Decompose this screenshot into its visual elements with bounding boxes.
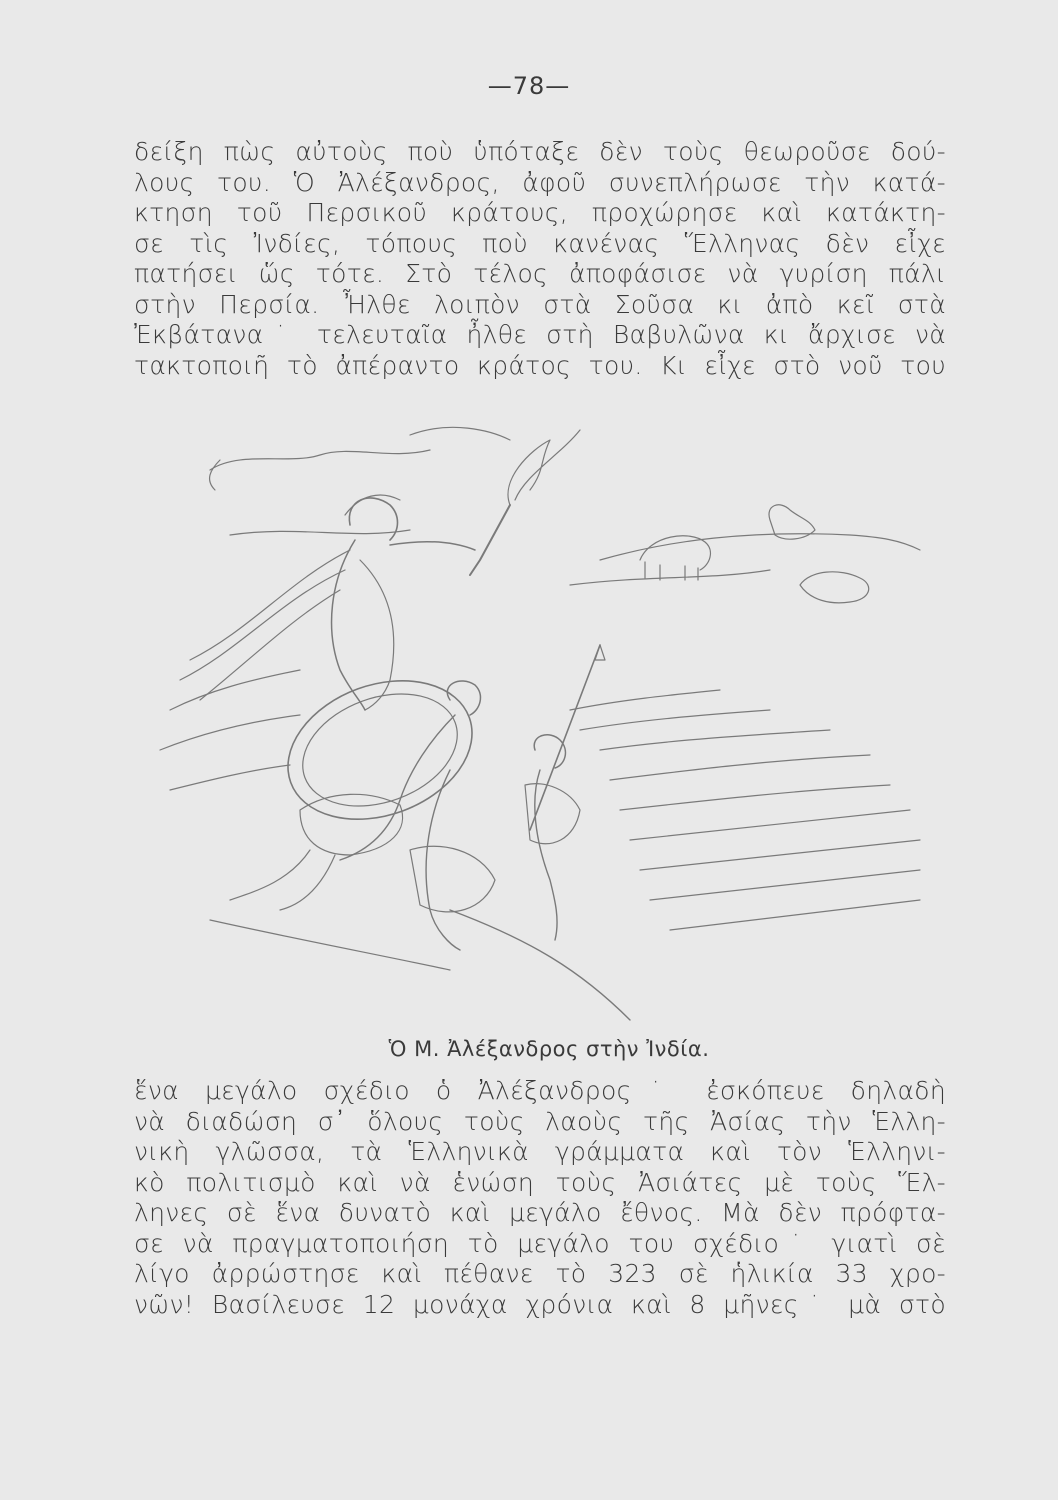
- alexander-in-india-illustration: [150, 410, 940, 1040]
- text-line: τακτοποιῆ τὸ ἀπέραντο κράτος του. Κι εἶχε στὸ νοῦ του: [134, 350, 946, 380]
- text-line: κτηση τοῦ Περσικοῦ κράτους, προχώρησε καὶ κατάκτη-: [134, 198, 946, 227]
- figure-arm: [390, 542, 475, 550]
- lion-shape: [800, 572, 869, 603]
- hill-line: [570, 570, 770, 585]
- text-line: νικὴ γλῶσσα, τὰ Ἑλληνικὰ γράμματα καὶ τὸν Ἑλληνι-: [134, 1137, 946, 1166]
- ground-line: [450, 910, 630, 1020]
- cloud-line: [210, 460, 220, 490]
- text-line: λους του. Ὁ Ἀλέξανδρος, ἀφοῦ συνεπλήρωσε τὴν κατά-: [134, 167, 946, 197]
- text-line: κὸ πολιτισμὸ καὶ νὰ ἑνώση τοὺς Ἀσιάτες μὲ τοὺς Ἕλ-: [134, 1167, 946, 1197]
- figure-cloak: [360, 560, 394, 710]
- warrior-2-tunic: [525, 784, 580, 844]
- ground-line: [210, 920, 450, 970]
- cloud-line: [230, 530, 410, 535]
- shield-rim: [287, 674, 473, 826]
- paragraph-top: [134, 137, 946, 381]
- hatch-line: [630, 810, 910, 840]
- text-line: Ἐκβάτανα˙ τελευταῖα ἦλθε στὴ Βαβυλῶνα κι ἄρχισε νὰ: [134, 320, 946, 349]
- hatch-line: [580, 710, 770, 730]
- warrior-tunic: [300, 794, 403, 855]
- hatch-line: [670, 900, 920, 930]
- torch-flame: [508, 430, 580, 505]
- hatch-line: [650, 870, 920, 900]
- shield: [268, 656, 491, 843]
- warrior-2-head: [534, 735, 565, 768]
- hill-line: [600, 534, 920, 560]
- text-line: νὰ διαδώση σ᾽ ὅλους τοὺς λαοὺς τῆς Ἀσίας τὴν Ἑλλη-: [134, 1106, 946, 1136]
- text-line: δείξη πὼς αὐτοὺς ποὺ ὑπόταξε δὲν τοὺς θεωροῦσε δού-: [134, 137, 946, 166]
- text-line: ληνες σὲ ἕνα δυνατὸ καὶ μεγάλο ἔθνος. Μὰ δὲν πρόφτα-: [134, 1198, 946, 1227]
- hatch-line: [570, 690, 720, 710]
- cloud-line: [410, 427, 510, 440]
- text-line: πατήσει ὥς τότε. Στὸ τέλος ἀποφάσισε νὰ γυρίση πάλι: [134, 259, 946, 288]
- paragraph-bottom: [134, 1076, 946, 1320]
- warrior-head: [447, 681, 480, 715]
- warrior-3-tunic: [410, 846, 495, 912]
- warrior-body: [340, 715, 455, 860]
- warrior-2-body: [535, 770, 557, 940]
- text-line: ἕνα μεγάλο σχέδιο ὁ Ἀλέξανδρος˙ ἐσκόπευε δηλαδὴ: [134, 1076, 946, 1105]
- page-number: —78—: [487, 72, 571, 100]
- hatch-line: [170, 670, 300, 710]
- figure-body: [332, 540, 365, 710]
- hatch-line: [610, 755, 870, 780]
- illustration-caption: Ὁ Μ. Ἀλέξανδρος στὴν Ἰνδία.: [388, 1037, 710, 1061]
- cloud-line: [210, 450, 430, 470]
- torch-handle: [470, 505, 510, 575]
- text-line: νῶν! Βασίλευσε 12 μονάχα χρόνια καὶ 8 μῆνες˙ μὰ στὸ: [134, 1289, 946, 1319]
- hatch-line: [170, 765, 290, 790]
- warrior-legs: [230, 850, 335, 910]
- elephant-shape: [640, 536, 710, 580]
- text-line: λίγο ἀρρώστησε καὶ πέθανε τὸ 323 σὲ ἡλικία 33 χρο-: [134, 1259, 946, 1288]
- hatch-line: [640, 840, 920, 870]
- hatch-line: [160, 715, 300, 750]
- text-line: σε νὰ πραγματοποιήση τὸ μεγάλο του σχέδιο˙ γιατὶ σὲ: [134, 1228, 946, 1258]
- text-line: σε τὶς Ἰνδίες, τόπους ποὺ κανένας Ἕλληνας δὲν εἶχε: [134, 228, 946, 258]
- spear: [530, 645, 600, 830]
- hatch-line: [600, 730, 830, 750]
- hatch-line: [620, 785, 890, 810]
- text-line: στὴν Περσία. Ἦλθε λοιπὸν στὰ Σοῦσα κι ἀπὸ κεῖ στὰ: [134, 289, 946, 319]
